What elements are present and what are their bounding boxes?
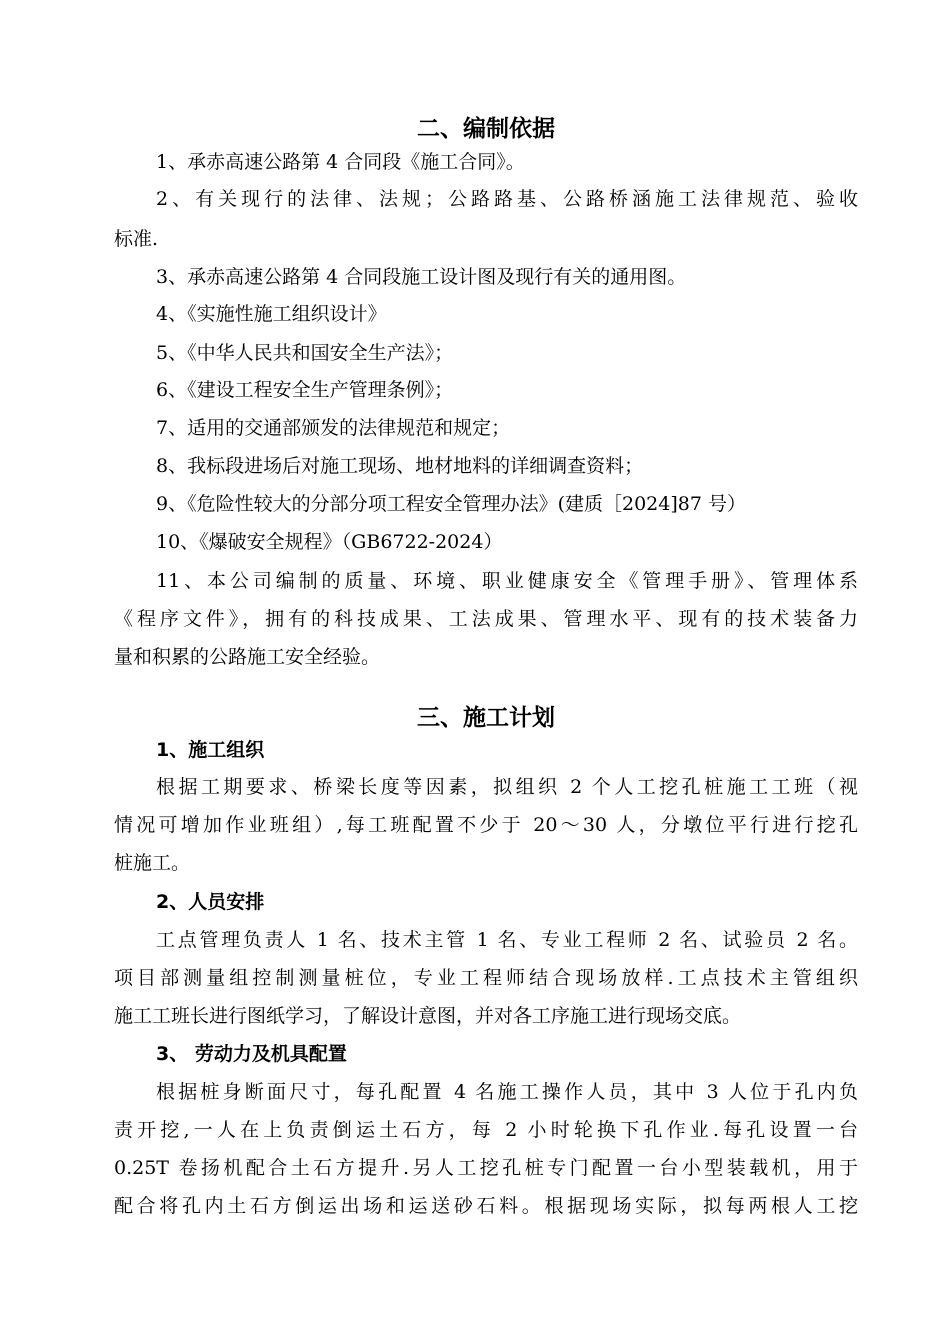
basis-item-11-cont-1: 《程序文件》，拥有的科技成果、工法成果、管理水平、现有的技术装备力 xyxy=(114,608,858,630)
section-heading-plan: 三、施工计划 xyxy=(417,705,555,731)
basis-item-2: 2、有关现行的法律、法规；公路路基、公路桥涵施工法律规范、验收 xyxy=(156,188,858,210)
labor-line-4: 配合将孔内土石方倒运出场和运送砂石料。根据现场实际，拟每两根人工挖 xyxy=(114,1195,858,1217)
subheading-staffing: 2、人员安排 xyxy=(156,891,265,913)
basis-item-11: 11、本公司编制的质量、环境、职业健康安全《管理手册》、管理体系 xyxy=(156,570,858,592)
basis-item-2-cont: 标准. xyxy=(114,228,159,250)
labor-line-3: 0.25T 卷扬机配合土石方提升.另人工挖孔桩专门配置一台小型装载机，用于 xyxy=(114,1157,858,1179)
basis-item-11-cont-2: 量和积累的公路施工安全经验。 xyxy=(114,646,381,668)
basis-item-5: 5、《中华人民共和国安全生产法》； xyxy=(156,342,454,364)
organization-line-1: 根据工期要求、桥梁长度等因素，拟组织 2 个人工挖孔桩施工工班（视 xyxy=(156,776,858,798)
subheading-organization: 1、施工组织 xyxy=(156,739,265,761)
staffing-line-2: 项目部测量组控制测量桩位，专业工程师结合现场放样.工点技术主管组织 xyxy=(114,967,858,989)
basis-item-7: 7、适用的交通部颁发的法律规范和规定； xyxy=(156,417,511,439)
labor-line-2: 责开挖,一人在上负责倒运土石方，每 2 小时轮换下孔作业.每孔设置一台 xyxy=(114,1119,858,1141)
basis-item-6: 6、《建设工程安全生产管理条例》； xyxy=(156,379,454,401)
subheading-labor-equipment: 3、 劳动力及机具配置 xyxy=(156,1043,347,1065)
labor-line-1: 根据桩身断面尺寸，每孔配置 4 名施工操作人员，其中 3 人位于孔内负 xyxy=(156,1081,858,1103)
basis-item-9: 9、《危险性较大的分部分项工程安全管理办法》(建质［2024]87 号） xyxy=(156,493,746,515)
organization-line-3: 桩施工。 xyxy=(114,852,191,874)
section-heading-basis: 二、编制依据 xyxy=(417,116,555,142)
staffing-line-1: 工点管理负责人 1 名、技术主管 1 名、专业工程师 2 名、试验员 2 名。 xyxy=(156,929,858,951)
basis-item-10: 10、《爆破安全规程》（GB6722-2024） xyxy=(156,531,503,553)
organization-line-2: 情况可增加作业班组）,每工班配置不少于 20～30 人，分墩位平行进行挖孔 xyxy=(114,814,858,836)
basis-item-8: 8、我标段进场后对施工现场、地材地料的详细调查资料； xyxy=(156,455,644,477)
staffing-line-3: 施工工班长进行图纸学习，了解设计意图，并对各工序施工进行现场交底。 xyxy=(114,1005,742,1027)
basis-item-1: 1、承赤高速公路第 4 合同段《施工合同》。 xyxy=(156,151,525,173)
basis-item-4: 4、《实施性施工组织设计》 xyxy=(156,303,387,325)
basis-item-3: 3、承赤高速公路第 4 合同段施工设计图及现行有关的通用图。 xyxy=(156,266,687,288)
